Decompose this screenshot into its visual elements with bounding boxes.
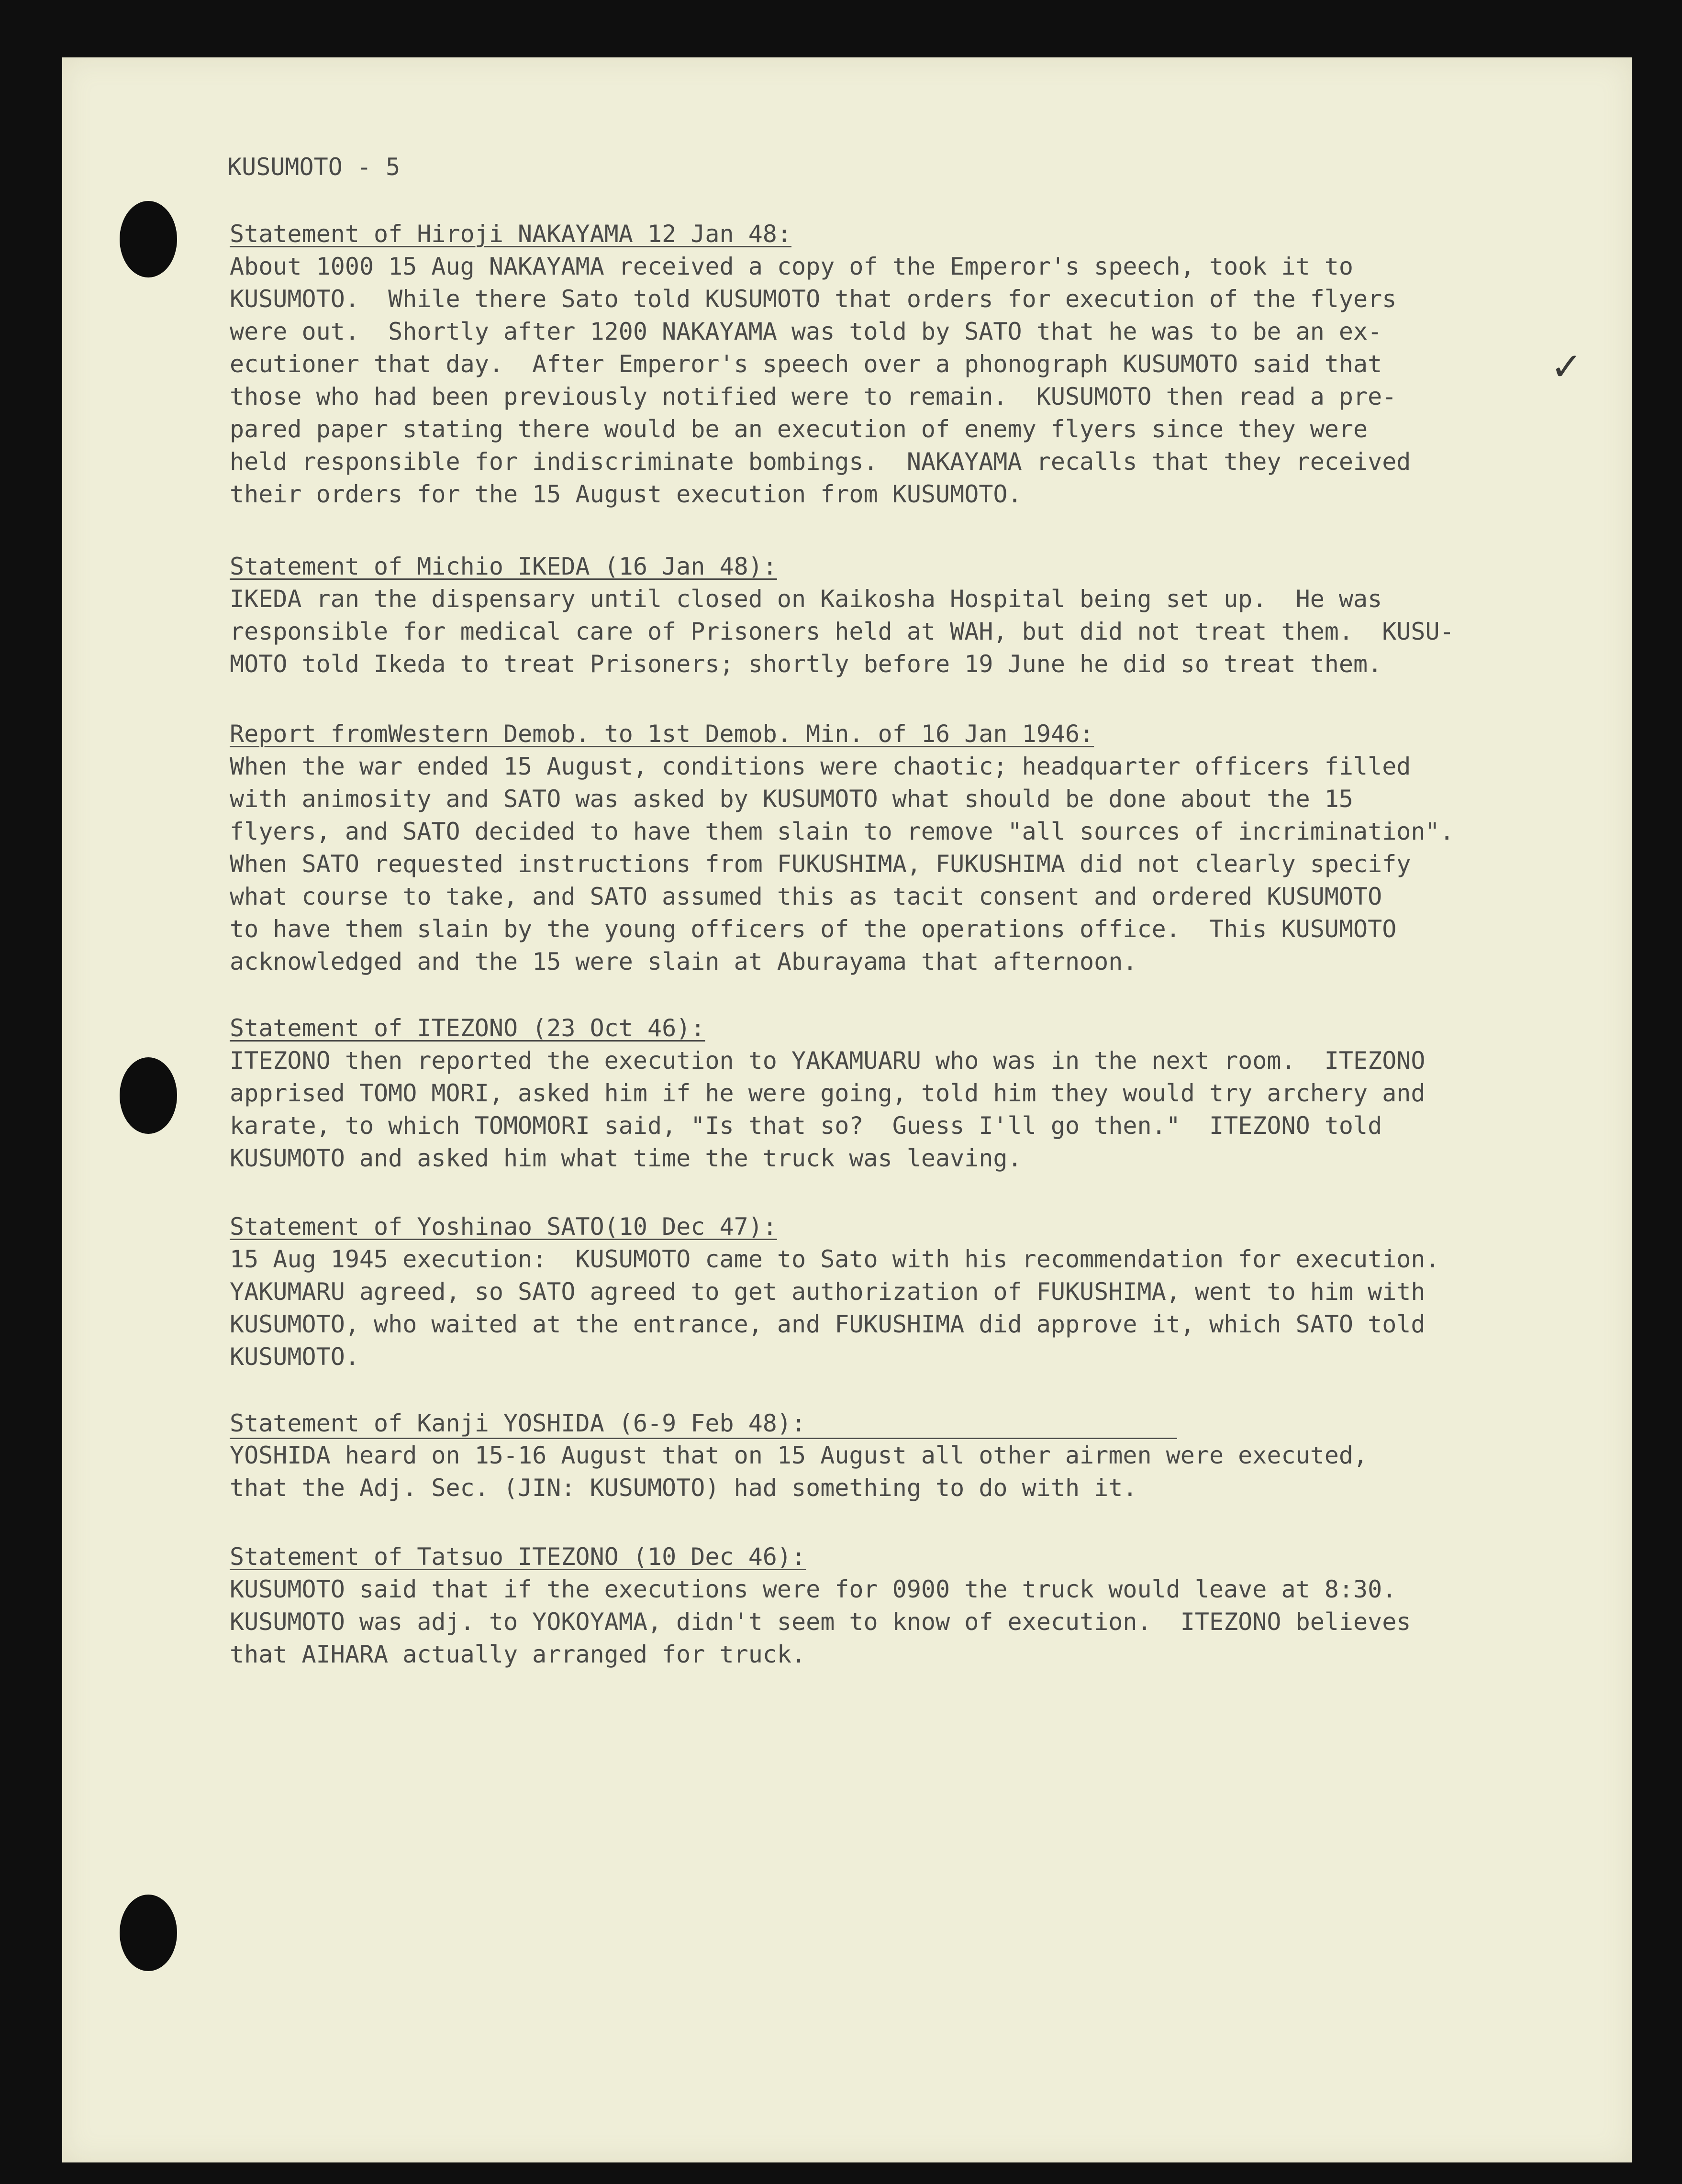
text-line: KUSUMOTO, who waited at the entrance, and FUKUSHIMA did approve it, which SATO told xyxy=(230,1310,1426,1338)
page-header: KUSUMOTO - 5 xyxy=(227,153,401,181)
text-line: karate, to which TOMOMORI said, "Is that so? Guess I'll go then." ITEZONO told xyxy=(230,1112,1382,1140)
text-line: held responsible for indiscriminate bombings. NAKAYAMA recalls that they received xyxy=(230,448,1411,476)
text-line: apprised TOMO MORI, asked him if he were going, told him they would try archery and xyxy=(230,1079,1426,1107)
section-heading: Statement of Kanji YOSHIDA (6-9 Feb 48): xyxy=(230,1409,1177,1439)
document-page xyxy=(62,57,1632,2162)
text-line: About 1000 15 Aug NAKAYAMA received a copy of the Emperor's speech, took it to xyxy=(230,253,1353,280)
text-line: their orders for the 15 August execution from KUSUMOTO. xyxy=(230,480,1022,508)
text-line: that the Adj. Sec. (JIN: KUSUMOTO) had something to do with it. xyxy=(230,1474,1137,1502)
check-mark-icon: ✓ xyxy=(1550,344,1583,389)
section-heading: Statement of Tatsuo ITEZONO (10 Dec 46): xyxy=(230,1543,806,1571)
text-line: with animosity and SATO was asked by KUSUMOTO what should be done about the 15 xyxy=(230,785,1353,813)
text-line: ecutioner that day. After Emperor's speech over a phonograph KUSUMOTO said that xyxy=(230,350,1382,378)
section-heading: Statement of Hiroji NAKAYAMA 12 Jan 48: xyxy=(230,220,791,248)
statement-ikeda xyxy=(230,550,1617,680)
section-heading: Statement of Michio IKEDA (16 Jan 48): xyxy=(230,553,777,580)
statement-itezono-oct xyxy=(230,1012,1617,1175)
statement-sato xyxy=(230,1210,1617,1373)
text-line: KUSUMOTO said that if the executions were for 0900 the truck would leave at 8:30. xyxy=(230,1575,1397,1603)
report-western-demob xyxy=(230,718,1617,978)
text-line: 15 Aug 1945 execution: KUSUMOTO came to Sato with his recommendation for execution. xyxy=(230,1245,1440,1273)
text-line: YOSHIDA heard on 15-16 August that on 15 August all other airmen were executed, xyxy=(230,1441,1368,1469)
text-line: KUSUMOTO. While there Sato told KUSUMOTO that orders for execution of the flyers xyxy=(230,285,1397,313)
text-line: When the war ended 15 August, conditions were chaotic; headquarter officers filled xyxy=(230,753,1411,780)
text-line: IKEDA ran the dispensary until closed on Kaikosha Hospital being set up. He was xyxy=(230,585,1382,613)
text-line: were out. Shortly after 1200 NAKAYAMA was told by SATO that he was to be an ex- xyxy=(230,318,1382,345)
text-line: ITEZONO then reported the execution to YAKAMUARU who was in the next room. ITEZONO xyxy=(230,1047,1426,1075)
text-line: YAKUMARU agreed, so SATO agreed to get authorization of FUKUSHIMA, went to him with xyxy=(230,1278,1426,1306)
text-line: pared paper stating there would be an execution of enemy flyers since they were xyxy=(230,415,1368,443)
section-heading: Statement of ITEZONO (23 Oct 46): xyxy=(230,1014,705,1042)
text-line: that AIHARA actually arranged for truck. xyxy=(230,1641,806,1668)
text-line: responsible for medical care of Prisoners held at WAH, but did not treat them. KUSU- xyxy=(230,618,1454,645)
text-line: acknowledged and the 15 were slain at Aburayama that afternoon. xyxy=(230,948,1137,976)
text-line: MOTO told Ikeda to treat Prisoners; shortly before 19 June he did so treat them. xyxy=(230,650,1382,678)
text-line: what course to take, and SATO assumed this as tacit consent and ordered KUSUMOTO xyxy=(230,883,1382,910)
text-line: those who had been previously notified were to remain. KUSUMOTO then read a pre- xyxy=(230,383,1397,410)
typed-text xyxy=(62,57,1632,2162)
text-line: KUSUMOTO. xyxy=(230,1343,359,1371)
statement-itezono-dec xyxy=(230,1541,1617,1671)
text-line: When SATO requested instructions from FUKUSHIMA, FUKUSHIMA did not clearly specify xyxy=(230,850,1411,878)
text-line: to have them slain by the young officers of the operations office. This KUSUMOTO xyxy=(230,915,1397,943)
text-line: KUSUMOTO was adj. to YOKOYAMA, didn't seem to know of execution. ITEZONO believes xyxy=(230,1608,1411,1636)
section-heading: Statement of Yoshinao SATO(10 Dec 47): xyxy=(230,1213,777,1241)
statement-nakayama xyxy=(230,218,1617,510)
section-heading: Report fromWestern Demob. to 1st Demob. Min. of 16 Jan 1946: xyxy=(230,720,1094,748)
statement-yoshida xyxy=(230,1409,1617,1504)
text-line: flyers, and SATO decided to have them slain to remove "all sources of incrimination". xyxy=(230,818,1454,845)
text-line: KUSUMOTO and asked him what time the truck was leaving. xyxy=(230,1144,1022,1172)
